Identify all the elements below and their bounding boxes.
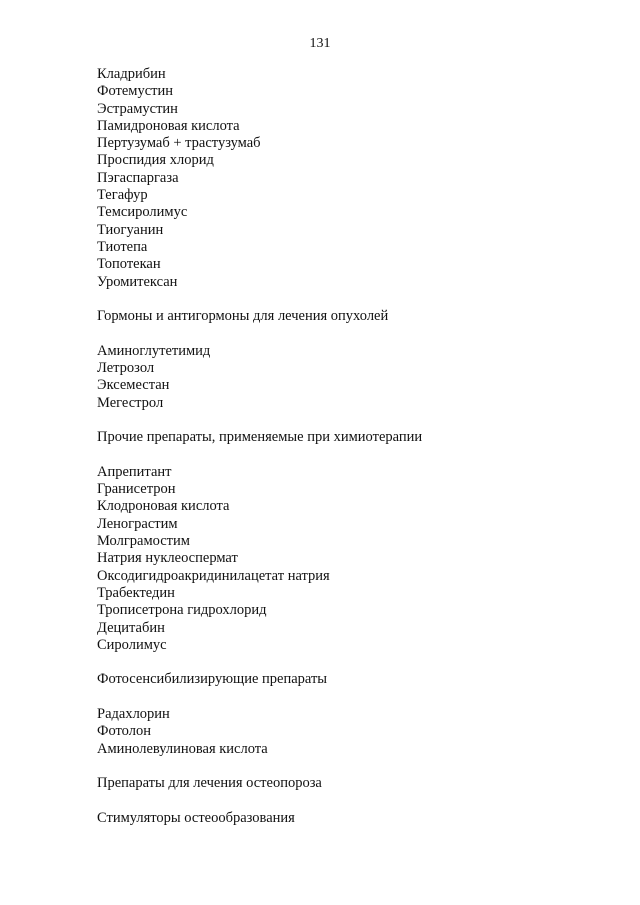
drug-list-continued [97,66,597,291]
list-item: Гранисетрон [97,481,176,498]
blank-line [97,447,597,464]
list-item: Мегестрол [97,394,164,411]
blank-line [97,291,597,308]
list-item: Летрозол [97,360,155,377]
blank-line [97,792,597,809]
page-number: 131 [309,36,331,51]
list-item: Ленограстим [97,515,178,532]
list-item: Уромитексан [97,273,178,290]
blank-line [97,412,597,429]
list-item: Аминоглутетимид [97,342,211,359]
list-item: Молграмостим [97,533,190,550]
list-item: Трабектедин [97,584,175,601]
list-item: Эстрамустин [97,100,178,117]
list-item: Оксодигидроакридинилацетат натрия [97,567,330,584]
blank-line [97,758,597,775]
list-item: Пэгаспаргаза [97,169,179,186]
list-item: Фотемустин [97,83,174,100]
list-item: Топотекан [97,256,161,273]
list-item: Фотолон [97,723,151,740]
blank-line [97,654,597,671]
hormones-list [97,343,597,412]
blank-line [97,325,597,342]
list-item: Сиролимус [97,636,167,653]
list-item: Пертузумаб + трастузумаб [97,135,261,152]
chemotherapy-list [97,464,597,654]
document-body [97,66,597,827]
section-heading-osteoporosis: Препараты для лечения остеопороза [97,775,322,792]
list-item: Тиогуанин [97,221,164,238]
blank-line [97,689,597,706]
list-item: Эксеместан [97,377,170,394]
section-heading-chemotherapy: Прочие препараты, применяемые при химиотерапии [97,429,423,446]
list-item: Натрия нуклеоспермат [97,550,238,567]
list-item: Клодроновая кислота [97,498,230,515]
list-item: Радахлорин [97,705,170,722]
list-item: Проспидия хлорид [97,152,214,169]
section-heading-osteogenesis: Стимуляторы остеообразования [97,809,295,826]
list-item: Темсиролимус [97,204,188,221]
list-item: Аминолевулиновая кислота [97,740,268,757]
list-item: Тегафур [97,187,148,204]
section-heading-photosensitizers: Фотосенсибилизирующие препараты [97,671,328,688]
section-heading-hormones: Гормоны и антигормоны для лечения опухолей [97,308,389,325]
list-item: Тиотепа [97,238,148,255]
list-item: Децитабин [97,619,165,636]
photosensitizers-list [97,706,597,758]
list-item: Трописетрона гидрохлорид [97,602,267,619]
list-item: Апрепитант [97,463,172,480]
list-item: Памидроновая кислота [97,117,240,134]
list-item: Кладрибин [97,66,166,82]
